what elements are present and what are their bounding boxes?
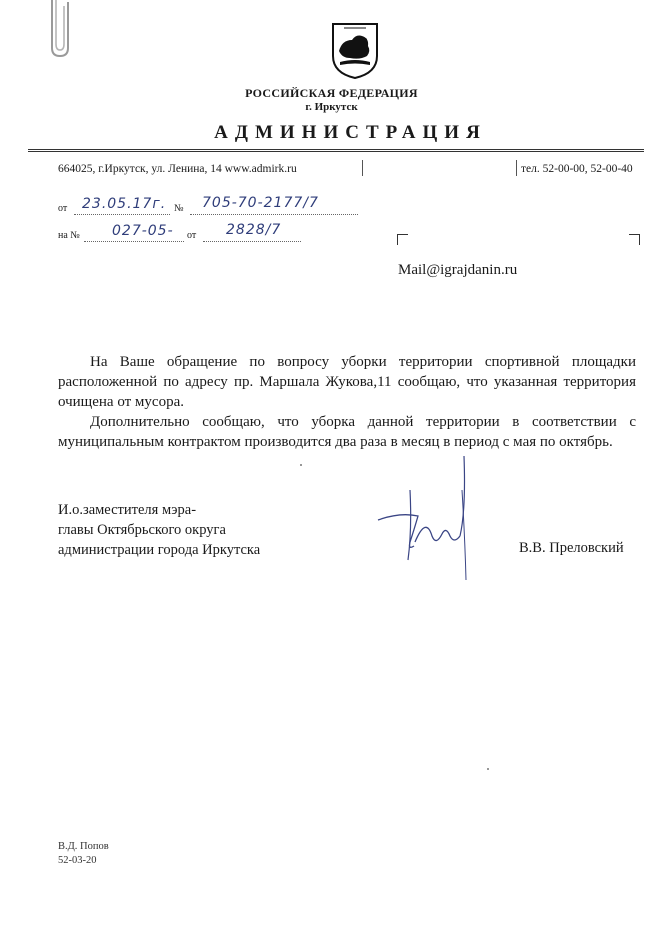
- city-name: г. Иркутск: [305, 101, 358, 113]
- signatory-name: В.В. Преловский: [519, 540, 624, 556]
- paperclip-icon: [40, 0, 80, 60]
- executor-phone: 52-03-20: [58, 855, 97, 866]
- position-line-1: И.о.заместителя мэра-: [58, 502, 197, 518]
- ref-from-label: от: [58, 203, 68, 214]
- header-rule-top: [28, 149, 644, 150]
- speck: [300, 464, 302, 466]
- incoming-number-line: [84, 241, 184, 242]
- executor-name: В.Д. Попов: [58, 841, 109, 852]
- address-corner-right: [629, 234, 640, 245]
- organization-title: АДМИНИСТРАЦИЯ: [214, 122, 487, 143]
- incoming-from-label: от: [187, 230, 197, 241]
- address-line: 664025, г.Иркутск, ул. Ленина, 14 www.admirk.ru: [58, 163, 297, 175]
- phone-line: тел. 52-00-00, 52-00-40: [521, 163, 633, 175]
- address-divider: [362, 160, 363, 176]
- address-corner-left: [397, 234, 408, 245]
- phone-divider: [516, 160, 517, 176]
- incoming-date: 2828/7: [226, 222, 282, 238]
- incoming-date-line: [203, 241, 301, 242]
- recipient-email: Mail@igrajdanin.ru: [398, 262, 518, 278]
- speck: [487, 768, 489, 770]
- body-paragraph-2: Дополнительно сообщаю, что уборка данной территории в соответствии с муниципальным контрактом производится два раза в месяц в период с мая по октябрь.: [58, 414, 636, 450]
- incoming-number: 027-05-: [112, 223, 174, 239]
- body-paragraph-1: На Ваше обращение по вопросу уборки территории спортивной площадки расположенной по адресу пр. Маршала Жукова,11 сообщаю, что указанная территория очищена от мусора.: [58, 354, 636, 410]
- signatory-position: [58, 500, 260, 560]
- ref-number-line: [190, 214, 358, 215]
- header-rule-bottom: [28, 151, 644, 152]
- country-name: РОССИЙСКАЯ ФЕДЕРАЦИЯ: [245, 86, 418, 100]
- executor-block: [58, 840, 109, 868]
- ref-number: 705-70-2177/7: [202, 195, 319, 211]
- coat-of-arms-icon: [330, 18, 380, 80]
- ref-date-line: [74, 214, 170, 215]
- position-line-2: главы Октябрьского округа: [58, 522, 226, 538]
- ref-number-label: №: [174, 203, 184, 214]
- ref-date: 23.05.17г.: [82, 196, 167, 212]
- letter-body: [58, 352, 636, 452]
- incoming-number-label: на №: [58, 230, 80, 241]
- position-line-3: администрации города Иркутска: [58, 542, 261, 558]
- signature-mark: [370, 450, 490, 585]
